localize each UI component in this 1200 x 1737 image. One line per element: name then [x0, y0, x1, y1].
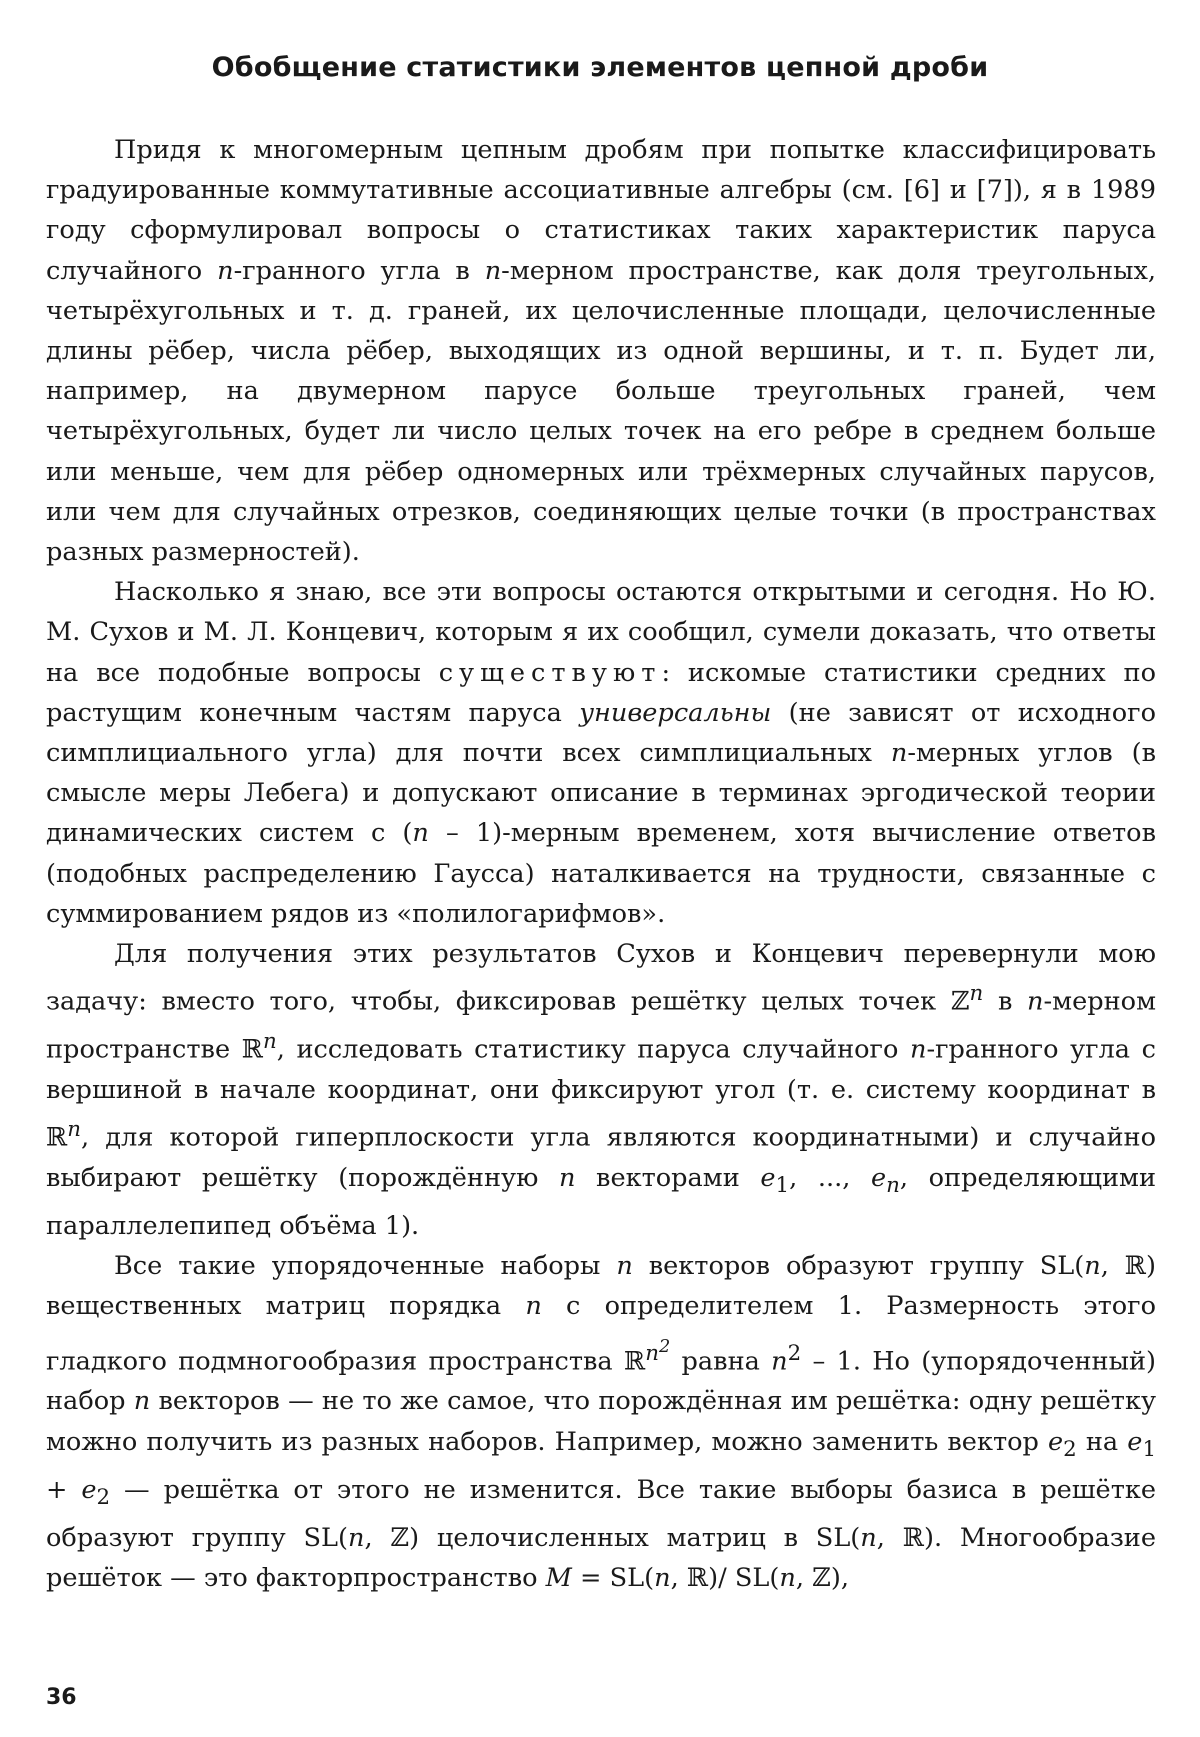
- page-number: 36: [46, 1685, 77, 1710]
- italic-emphasis: универсальны: [579, 697, 772, 728]
- paragraph-2: Насколько я знаю, все эти вопросы остаются открытыми и сегодня. Но Ю. М. Сухов и М. Л. Концевич, которым я их сообщил, сумели доказать, что ответы на все подобные вопросы существуют: искомые статистики средних по растущим конечным частям паруса универсальны (не зависят от исходного симплициального угла) для почти всех симплициальных n-мерных углов (в смысле меры Лебега) и допускают описание в терминах эргодической теории динамических систем с (n – 1)-мерным временем, хотя вычисление ответов (подобных распределению Гаусса) наталкивается на трудности, связанные с суммированием рядов из «полилогарифмов».: [46, 577, 1156, 929]
- paragraph-3: Для получения этих результатов Сухов и Концевич перевернули мою задачу: вместо того, чтобы, фиксировав решётку целых точек ℤ$^n$ в n-мерном пространстве ℝ$^n$, исследовать статистику паруса случайного n-гранного угла с вершиной в начале координат, они фиксируют угол (т. е. систему координат в ℝ$^n$, для которой гиперплоскости угла являются координатными) и случайно выбирают решётку (порождённую n векторами $e_1$, ..., $e_n$, определяющими параллелепипед объёма 1).: [46, 939, 1157, 1241]
- section-title: Обобщение статистики элементов цепной дроби: [211, 52, 989, 83]
- body-text: [46, 130, 1156, 1599]
- spaced-emphasis: существуют: [438, 657, 662, 688]
- paragraph-4: Все такие упорядоченные наборы n векторов образуют группу SL(n, ℝ) вещественных матриц порядка n с определителем 1. Размерность этого гладкого подмногообразия пространства ℝ$^{n^2}$ равна $n^2 - 1$. Но (упорядоченный) набор n векторов — не то же самое, что порождённая им решётка: одну решётку можно получить из разных наборов. Например, можно заменить вектор $e_2$ на $e_1 + e_2$ — решётка от этого не изменится. Все такие выборы базиса в решётке образуют группу SL(n, ℤ) целочисленных матриц в SL(n, ℝ). Многообразие решёток — это факторпространство M = SL(n, ℝ)/ SL(n, ℤ),: [46, 1251, 1157, 1594]
- paragraph-1: Придя к многомерным цепным дробям при попытке классифицировать градуированные коммутативные ассоциативные алгебры (см. [6] и [7]), я в 1989 году сформулировал вопросы о статистиках таких характеристик паруса случайного n-гранного угла в n-мерном пространстве, как доля треугольных, четырёхугольных и т. д. граней, их целочисленные площади, целочисленные длины рёбер, числа рёбер, выходящих из одной вершины, и т. п. Будет ли, например, на двумерном парусе больше треугольных граней, чем четырёхугольных, будет ли число целых точек на его ребре в среднем больше или меньше, чем для рёбер одномерных или трёхмерных случайных парусов, или чем для случайных отрезков, соединяющих целые точки (в пространствах разных размерностей).: [46, 135, 1157, 568]
